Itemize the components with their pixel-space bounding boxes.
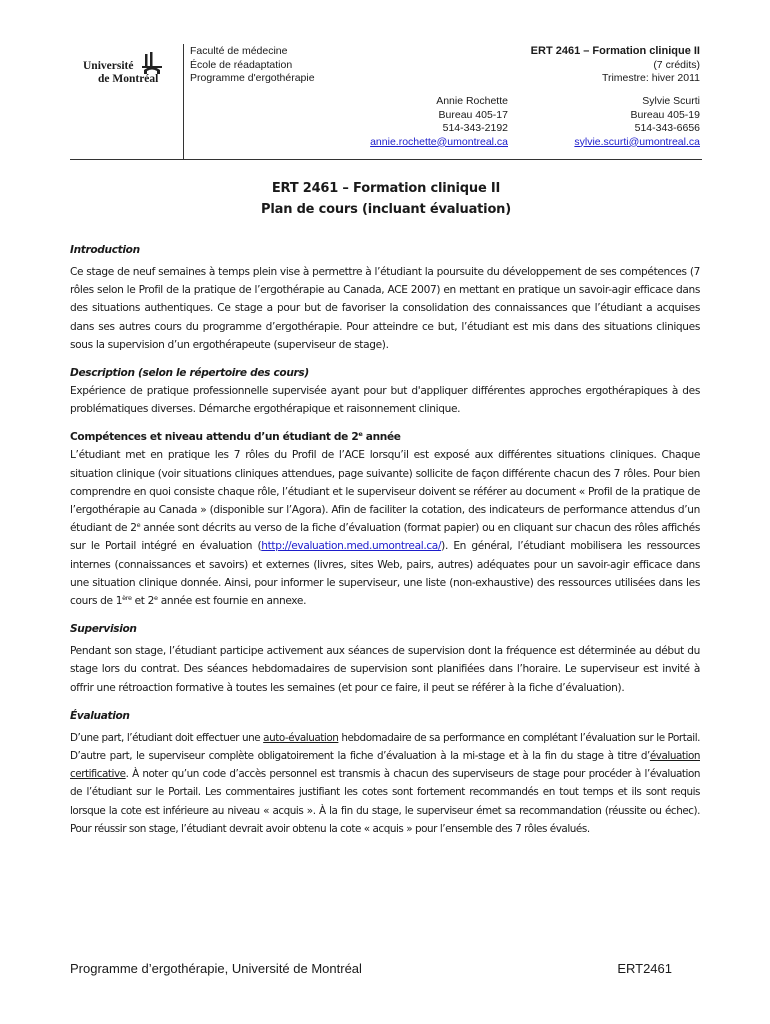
- section-heading: Compétences et niveau attendu d’un étudiant de 2e année: [70, 430, 401, 444]
- section-paragraph: Expérience de pratique professionnelle supervisée ayant pour but d'appliquer différentes approches ergothérapiques à des problématiques diverses. Démarche ergothérapique et raisonnement clinique.: [70, 385, 700, 416]
- course-title: ERT 2461 – Formation clinique II: [530, 45, 700, 57]
- instructor-name: Sylvie Scurti: [642, 95, 700, 107]
- section-paragraph: L’étudiant met en pratique les 7 rôles du Profil de l’ACE lorsqu’il est exposé aux différentes situations cliniques. Chaque situation clinique (voir situations cliniques attendues, page suivante) sollicite de façon différente chacun des 7 rôles. Pour bien comprendre en quoi consiste chaque rôle, l’étudiant et le superviseur doivent se référer au document « Profil de la pratique de l’ergothérapie au Canada » (disponible sur l’Agora). Afin de faciliter la cotation, des indicateurs de performance attendus d’un étudiant de 2e année sont décrits au verso de la fiche d’évaluation (format papier) ou en cliquant sur chacun des rôles affichés sur le Portail intégré en évaluation (http://evaluation.med.umontreal.ca/). En général, l’étudiant mobilisera les ressources internes (connaissances et savoirs) et externes (livres, sites Web, pairs, autres) adéquates pour un savoir-agir efficace dans une situation clinique donnée. Ainsi, pour informer le superviseur, une liste (non-exhaustive) des ressources utilisées dans les cours de 1ère et 2e année est fournie en annexe.: [70, 449, 700, 608]
- document-body: [70, 241, 700, 848]
- instructor-email-link[interactable]: annie.rochette@umontreal.ca: [370, 135, 508, 148]
- section-introduction: [70, 241, 700, 354]
- section-supervision: [70, 620, 700, 697]
- logo-line2: de Montréal: [98, 73, 159, 85]
- instructor-email-link[interactable]: sylvie.scurti@umontreal.ca: [574, 135, 700, 148]
- instructor-phone: 514-343-6656: [634, 122, 700, 134]
- section-heading: Supervision: [70, 623, 137, 636]
- course-info-block: [531, 45, 700, 86]
- footer-program: Programme d’ergothérapie, Université de Montréal: [70, 961, 362, 976]
- course-term: Trimestre: hiver 2011: [601, 72, 700, 84]
- section-competences: [70, 428, 700, 610]
- section-paragraph: Ce stage de neuf semaines à temps plein vise à permettre à l’étudiant la poursuite du développement de ses compétences (7 rôles selon le Profil de la pratique de l’ergothérapie au Canada, ACE 2007) en mettant en pratique un savoir-agir efficace dans des situations authentiques. Ce stage a pour but de favoriser la consolidation des connaissances que l’étudiant a acquises dans ses autres cours du programme d’ergothérapie. Pour atteindre ce but, l’étudiant est mis dans des situations cliniques sous la supervision d’un ergothérapeute (superviseur de stage).: [70, 266, 700, 351]
- header-horizontal-rule: [70, 159, 702, 160]
- title-line2: Plan de cours (incluant évaluation): [261, 202, 511, 217]
- section-heading: Introduction: [70, 244, 140, 256]
- logo-line1: Université: [83, 60, 134, 72]
- section-heading: Évaluation: [70, 709, 130, 722]
- footer-course-code: ERT2461: [617, 961, 672, 976]
- school-line: École de réadaptation: [190, 58, 293, 71]
- instructor-office: Bureau 405-19: [630, 108, 700, 121]
- section-description: [70, 364, 700, 418]
- logo-emblem-icon: [142, 52, 162, 74]
- section-paragraph: D’une part, l’étudiant doit effectuer une auto-évaluation hebdomadaire de sa performance en complétant l’évaluation sur le Portail. D’autre part, le superviseur complète obligatoirement la fiche d’évaluation à la mi-stage et à la fin du stage à titre d’évaluation certificative. À noter qu’un code d’accès personnel est transmis à chacun des superviseurs de stage pour procéder à l’évaluation de l’étudiant sur le Portail. Les commentaires justifiant les cotes sont fortement recommandés en tout temps et ils sont requis lorsque la cote est inférieure au niveau « acquis ». À la fin du stage, le superviseur émet sa recommandation (réussite ou échec). Pour réussir son stage, l’étudiant devrait avoir obtenu la cote « acquis » pour l’ensemble des 7 rôles évalués.: [70, 731, 700, 835]
- universite-de-montreal-logo: [80, 50, 168, 86]
- faculty-block: [190, 45, 315, 86]
- instructor-office: Bureau 405-17: [438, 108, 508, 121]
- instructor-2: [574, 95, 700, 149]
- faculty-line: Faculté de médecine: [190, 45, 288, 57]
- document-title: [70, 178, 702, 220]
- course-credits: (7 crédits): [653, 58, 700, 71]
- section-heading: Description (selon le répertoire des cours): [70, 367, 309, 380]
- instructor-name: Annie Rochette: [436, 95, 508, 107]
- instructor-1: [370, 95, 508, 149]
- program-line: Programme d'ergothérapie: [190, 72, 315, 84]
- section-evaluation: [70, 707, 700, 838]
- section-paragraph: Pendant son stage, l’étudiant participe activement aux séances de supervision dont la fréquence est déterminée au début du stage lors du contrat. Des séances hebdomadaires de supervision sont planifiées dans l’horaire. Le superviseur est invité à offrir une rétroaction formative à toutes les semaines (et pour ce faire, il peut se référer à la fiche d’évaluation).: [70, 645, 700, 694]
- instructor-phone: 514-343-2192: [442, 122, 508, 134]
- header-vertical-rule: [183, 44, 184, 160]
- title-line1: ERT 2461 – Formation clinique II: [271, 181, 501, 196]
- evaluation-portal-link[interactable]: http://evaluation.med.umontreal.ca/: [261, 540, 442, 553]
